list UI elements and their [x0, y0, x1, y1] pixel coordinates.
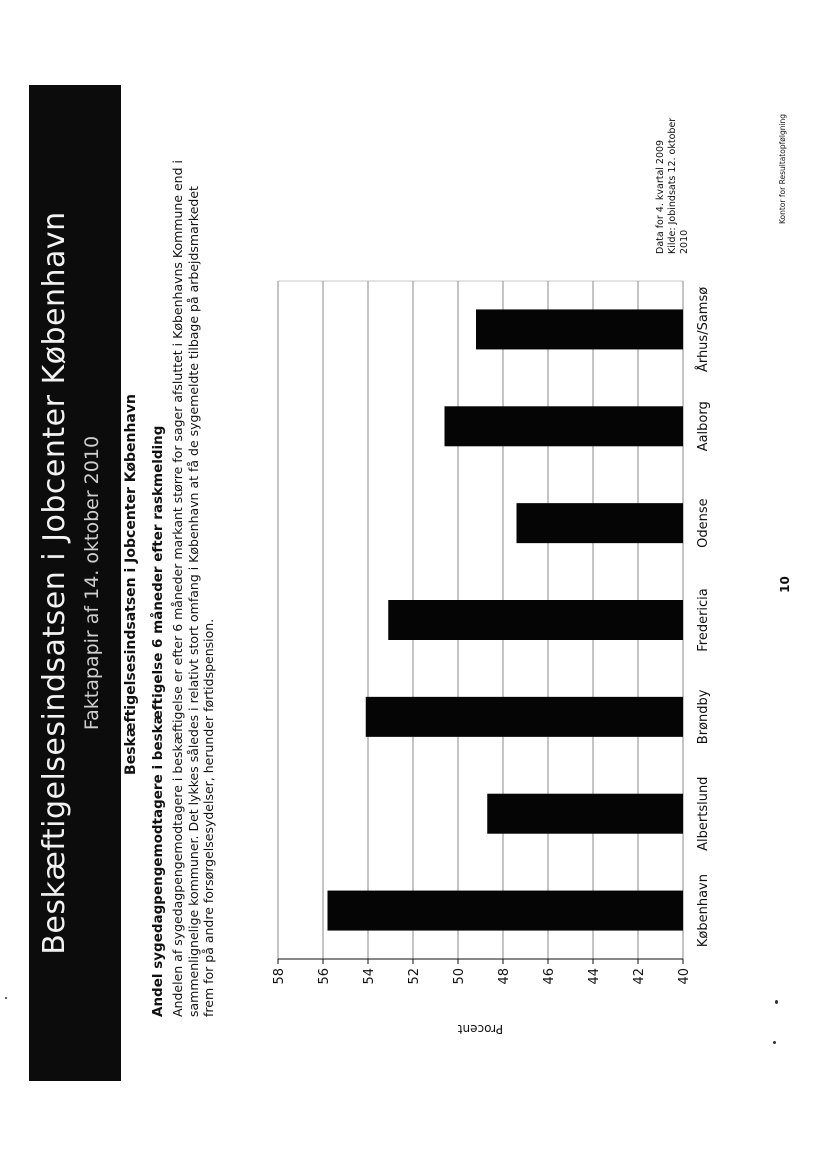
y-tick-label: 48: [497, 968, 512, 985]
y-tick-label: 50: [452, 968, 467, 985]
bar: [487, 794, 683, 834]
x-tick-label: Brøndby: [696, 689, 711, 745]
source-note-year: 2010: [679, 229, 690, 254]
page-subtitle: Faktapapir af 14. oktober 2010: [81, 435, 103, 731]
source-note-source: Kilde: Jobindsats 12. oktober: [667, 117, 678, 254]
y-axis-label: Procent: [457, 1022, 504, 1036]
x-tick-label: Odense: [696, 498, 711, 548]
source-notes: [655, 114, 691, 254]
bar: [445, 406, 684, 446]
page-number: 10: [778, 576, 792, 593]
bar-chart: [268, 271, 733, 1051]
scan-speck: [5, 997, 7, 999]
header-banner: [29, 85, 121, 1081]
intro-line: Andelen af sygedagpengemodtagere i beskæftigelse er efter 6 måneder markant større for sager afsluttet i Københavns Kommune end i: [170, 160, 185, 1017]
y-tick-label: 52: [407, 968, 422, 985]
scan-speck: [775, 1000, 778, 1004]
section-heading: Beskæftigelsesindsatsen i Jobcenter København: [123, 394, 139, 775]
bar: [476, 309, 683, 349]
y-tick-label: 44: [587, 968, 602, 985]
y-tick-label: 46: [542, 968, 557, 985]
bar: [517, 503, 684, 543]
x-tick-label: København: [696, 874, 711, 948]
scan-speck: [773, 1041, 776, 1044]
y-tick-label: 40: [677, 968, 692, 985]
page-title: Beskæftigelsesindsatsen i Jobcenter København: [37, 211, 72, 955]
intro-line: frem for på andre forsørgelsesydelser, herunder førtidspension.: [201, 618, 216, 1017]
x-tick-label: Fredericia: [696, 588, 711, 652]
source-note-period: Data for 4. kvartal 2009: [655, 139, 666, 254]
footer-office: Kontor for Resultatopfølgning: [778, 113, 787, 224]
x-tick-label: Aalborg: [696, 401, 711, 452]
y-tick-label: 58: [272, 968, 287, 985]
x-tick-label: Albertslund: [696, 776, 711, 851]
y-tick-label: 56: [317, 968, 332, 985]
bar: [388, 600, 683, 640]
y-tick-label: 42: [632, 968, 647, 985]
chart-heading: Andel sygedagpengemodtagere i beskæftigelse 6 måneder efter raskmelding: [150, 425, 166, 1017]
x-tick-label: Århus/Samsø: [696, 286, 711, 373]
y-tick-label: 54: [362, 968, 377, 985]
intro-line: sammenlignelige kommuner. Det lykkes således i relativt stort omfang i København at få de sygemeldte tilbage på arbejdsmarkedet: [185, 186, 201, 1017]
bar: [328, 891, 684, 931]
intro-paragraph: [170, 157, 217, 1017]
bar: [366, 697, 683, 737]
